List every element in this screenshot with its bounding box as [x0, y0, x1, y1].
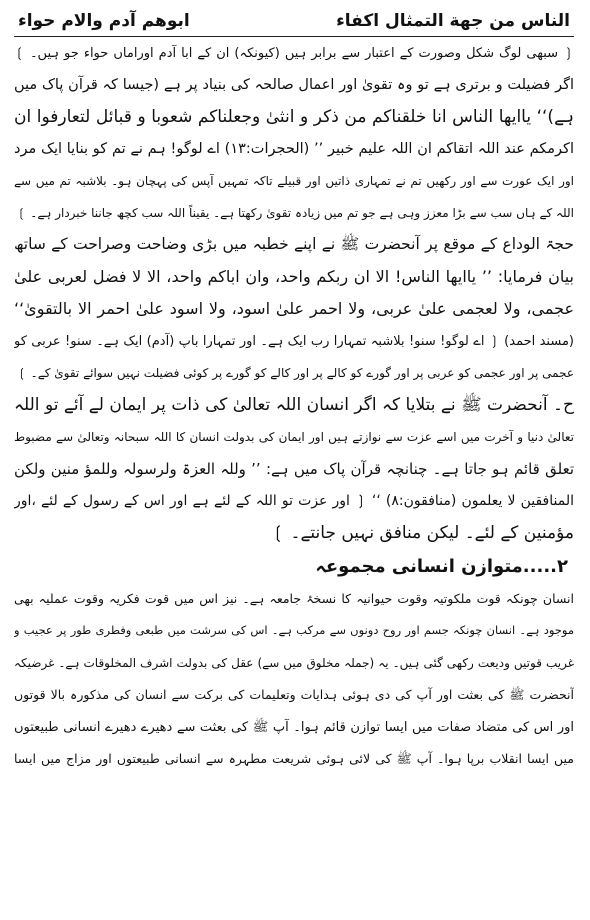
text-line	[14, 421, 574, 453]
text-line	[14, 37, 574, 69]
text-line	[14, 389, 574, 421]
paragraph-4	[14, 583, 574, 775]
header-right-text: الناس من جهة التمثال اكفاء	[336, 11, 570, 31]
text-line-content: اور ایک عورت سے اور رکھیں تم نے تمہاری ذاتیں اور قبیلے تاکہ تمہیں آپس کی پہچان ہو۔ بلاشبہ تم میں سے	[14, 174, 574, 188]
text-line-content: تعالیٰ دنیا و آخرت میں اسے عزت سے نوازتے ہیں اور ایمان کی بدولت انسان کا اللہ سبحانہ وتعالیٰ سے مضبوط	[14, 430, 574, 444]
running-header	[14, 6, 574, 37]
text-line	[14, 711, 574, 743]
page-body	[14, 37, 574, 775]
text-line	[14, 197, 574, 229]
header-left-text: ابوهم آدم والام حواء	[18, 11, 190, 31]
text-line	[14, 101, 574, 133]
text-line-content: (مسند احمد) ❲ اے لوگو! سنو! بلاشبہ تمہارا رب ایک ہے۔ اور تمہارا باپ (آدم) ایک ہے۔ سنو! عربی کو	[14, 333, 574, 349]
text-line-content: غریب قوتیں ودیعت رکھی گئی ہیں۔ یہ (جملہ مخلوق میں سے) عقل کی بدولت اشرف المخلوقات ہے۔ غرضیکہ	[14, 656, 574, 670]
text-line	[14, 69, 574, 101]
text-line-content: بیان فرمایا: ’’ یاایھا الناس! الا ان ربکم واحد، وان اباکم واحد، الا لا فضل لعربی علیٰ	[14, 267, 574, 286]
paragraph-1	[14, 37, 574, 229]
text-line-content: تعلق قائم ہو جاتا ہے۔ چنانچہ قرآن پاک میں ہے: ’’ وللہ العزۃ ولرسولہ وللمؤ منین ولکن	[14, 459, 574, 478]
text-line-content: عجمی پر اور عجمی کو عربی پر اور گورے کو کالے پر اور کالے کو گورے پر کوئی فضیلت نہیں سوائے تقویٰ کے۔ ❳	[16, 366, 574, 380]
text-line	[14, 133, 574, 165]
text-line	[14, 743, 574, 775]
text-line	[14, 517, 574, 549]
text-line-content: آنحضرت ﷺ کی بعثت اور آپ کی دی ہوئی ہدایات وتعلیمات کی برکت سے انسان کی مذکورہ بالا قوتوں	[14, 686, 574, 702]
text-line-content: میں ایسا انقلاب برپا ہوا۔ آپ ﷺ کی لائی ہوئی شریعت مطہرہ سے انسانی طبیعتوں اور مزاج میں ایسا	[14, 750, 574, 766]
text-line-content: اکرمکم عند اللہ اتقاکم ان اللہ علیم خبیر ’’ (الحجرات:۱۳) اے لوگو! ہم نے تم کو بنایا ایک مرد	[14, 140, 574, 157]
text-line-content: ح۔ آنحضرت ﷺ نے بتلایا کہ اگر انسان اللہ تعالیٰ کی ذات پر ایمان لے آئے تو اللہ	[14, 394, 574, 415]
text-line	[14, 453, 574, 485]
text-line	[14, 293, 574, 325]
text-line-content: اگر فضیلت و برتری ہے تو وہ تقویٰ اور اعمال صالحہ کی بنیاد پر ہے (جیسا کہ قرآن پاک میں	[14, 76, 574, 93]
text-line-content: اللہ کے ہاں سب سے بڑا معزز وہی ہے جو تم میں زیادہ تقویٰ رکھتا ہے۔ یقیناً اللہ سب کچھ جاننا خبردار ہے۔ ❳	[16, 206, 574, 220]
text-line	[14, 357, 574, 389]
paragraph-2	[14, 229, 574, 389]
section-heading: ۲.....متوازن انسانی مجموعہ	[315, 555, 568, 577]
text-line-content: حجۃ الوداع کے موقع پر آنحضرت ﷺ نے اپنے خطبہ میں بڑی وضاحت وصراحت کے ساتھ	[14, 235, 574, 254]
text-line	[14, 583, 574, 615]
text-line-content: المنافقین لا یعلمون (منافقون:۸) ‘‘ ❲ اور عزت تو اللہ کے لئے ہے اور اس کے رسول کے لئے ،اور	[14, 493, 574, 509]
text-line-content: موجود ہے۔ انسان چونکہ جسم اور روح دونوں سے مرکب ہے۔ اس کی سرشت میں طبعی وفطری طور پر عجیب و	[14, 623, 574, 638]
text-line	[14, 679, 574, 711]
text-line	[14, 325, 574, 357]
text-line	[14, 165, 574, 197]
text-line	[14, 615, 574, 647]
text-line-content: مؤمنین کے لئے۔ لیکن منافق نہیں جانتے۔ ❳	[270, 522, 574, 543]
text-line	[14, 229, 574, 261]
text-line	[14, 647, 574, 679]
text-line-content: ❲ سبھی لوگ شکل وصورت کے اعتبار سے برابر ہیں (کیونکہ) ان کے ابا آدم اوراماں حواء جو ہیں۔ ❳	[14, 45, 574, 61]
text-line-content: ہے)‘‘ یاایھا الناس انا خلقناکم من ذکر و انثیٰ وجعلناکم شعوبا و قبائل لتعارفوا ان	[14, 106, 574, 127]
text-line-content: اور اس کی متضاد صفات میں ایسا توازن قائم ہوا۔ آپ ﷺ کی بعثت سے دھیرے دھیرے انسانی طبیعتوں	[14, 719, 574, 735]
text-line	[14, 261, 574, 293]
text-line	[14, 485, 574, 517]
paragraph-3	[14, 389, 574, 549]
text-line-content: انسان چونکہ قوت ملکوتیہ وقوت حیوانیہ کا نسخۂ جامعہ ہے۔ نیز اس میں قوت فکریہ وقوت عملیہ بھی	[14, 590, 574, 606]
text-line-content: عجمی، ولا لعجمی علیٰ عربی، ولا احمر علیٰ اسود، ولا اسود علیٰ احمر الا بالتقویٰ‘‘	[14, 299, 574, 318]
